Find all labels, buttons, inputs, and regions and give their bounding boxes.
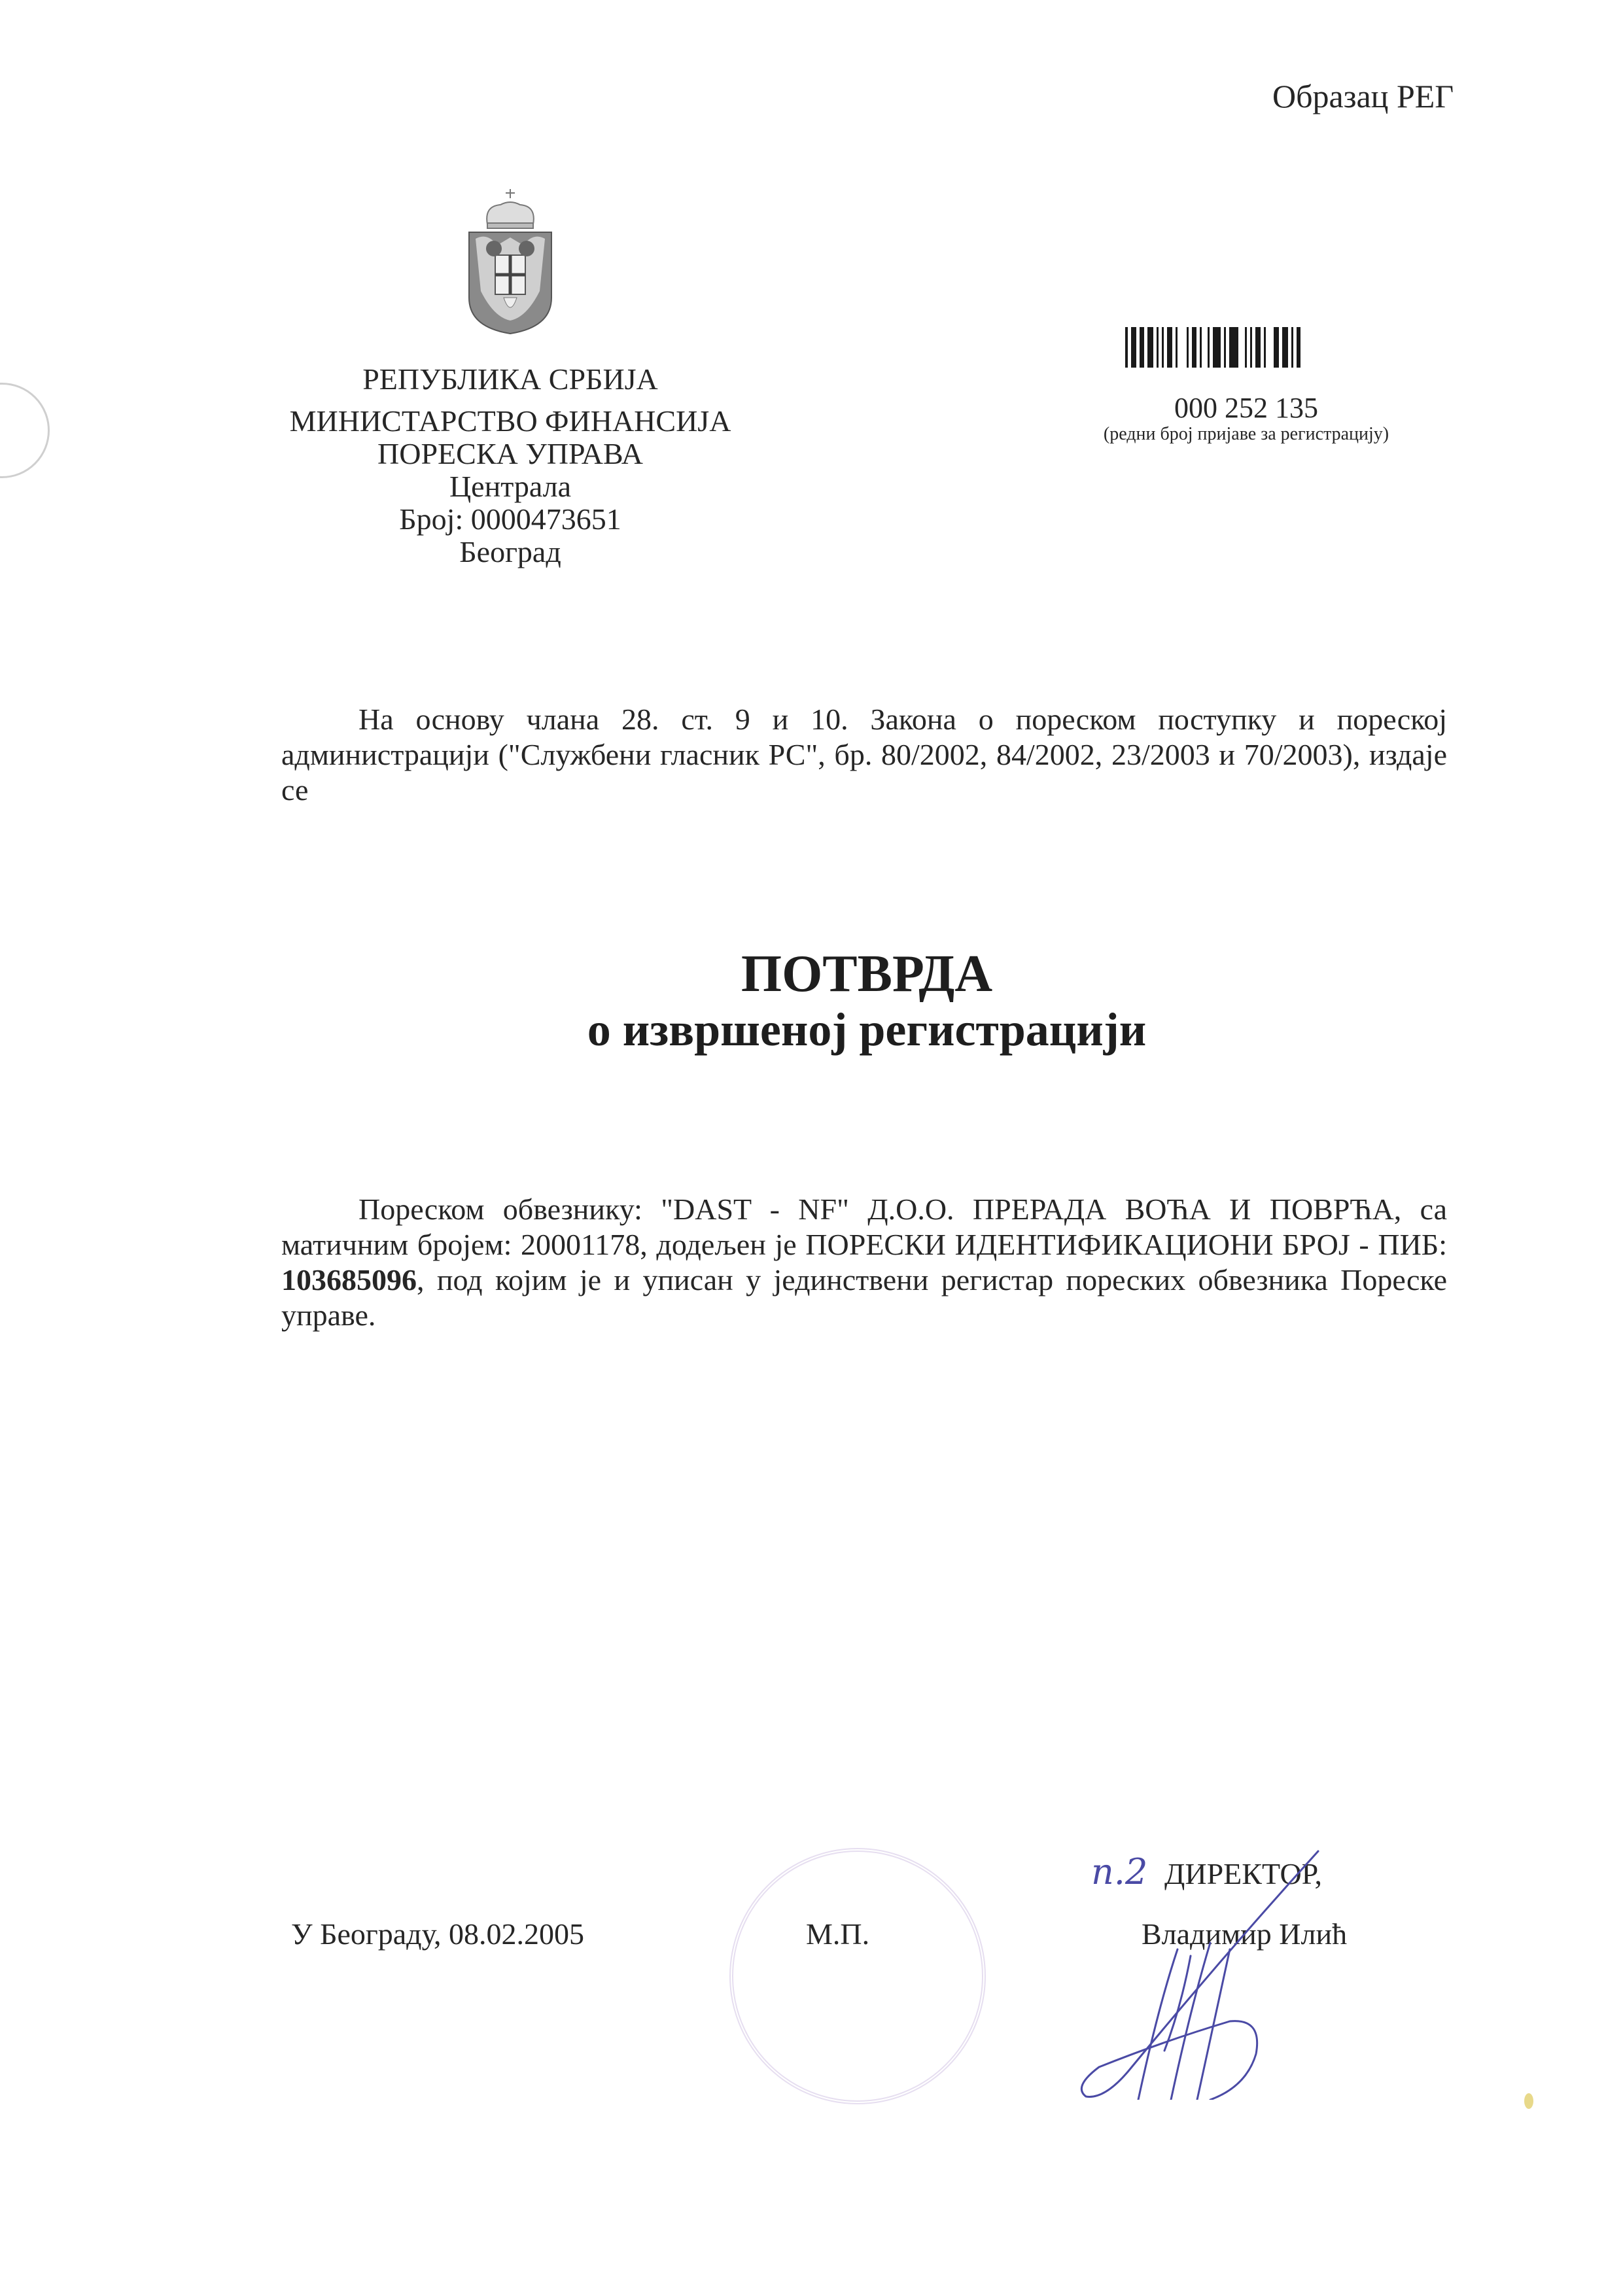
registration-paragraph: Пореском обвезнику: "DAST - NF" Д.О.О. ПРЕРАДА ВОЋА И ПОВРЋА, са матичним бројем: 20001178, додељен је ПОРЕСКИ ИДЕНТИФИКАЦИОНИ БРОЈ - ПИБ: 103685096, под којим је и уписан у јединствени регистар пореских обвезника Пореске управе. xyxy=(281,1192,1447,1332)
issuer-country: РЕПУБЛИКА СРБИЈА xyxy=(362,362,658,396)
registration-number-caption: (редни број пријаве за регистрацију) xyxy=(1103,424,1389,444)
issuer-number: Број: 0000473651 xyxy=(399,502,621,536)
issuer-ministry: МИНИСТАРСТВО ФИНАНСИЈА xyxy=(289,404,731,438)
registration-number: 000 252 135 xyxy=(1174,392,1318,424)
signature-icon xyxy=(1060,1792,1361,2100)
stamp-placeholder-label: М.П. xyxy=(806,1917,870,1951)
barcode xyxy=(1125,327,1366,368)
issuer-block xyxy=(262,363,759,568)
director-title: ДИРЕКТОР, xyxy=(1164,1857,1323,1890)
punch-hole-mark xyxy=(0,383,50,478)
pib-number: 103685096 xyxy=(281,1263,417,1296)
place-and-date: У Београду, 08.02.2005 xyxy=(291,1917,584,1951)
issuer-agency: ПОРЕСКА УПРАВА xyxy=(377,437,643,470)
legal-basis-paragraph: На основу члана 28. ст. 9 и 10. Закона о пореском поступку и пореској администрацији ("Службени гласник РС", бр. 80/2002, 84/2002, 23/2003 и 70/2003), издаје се xyxy=(281,703,1447,807)
issuer-city: Београд xyxy=(459,535,561,568)
document-title: ПОТВРДА xyxy=(741,945,993,1003)
form-code: Образац РЕГ xyxy=(1272,78,1454,114)
coat-of-arms-icon xyxy=(461,186,559,337)
director-name: Владимир Илић xyxy=(1142,1917,1348,1951)
issuer-office: Централа xyxy=(449,470,572,503)
paper-speck xyxy=(1524,2093,1533,2109)
handwritten-note: п.2 xyxy=(1091,1851,1148,1892)
document-subtitle: о извршеној регистрацији xyxy=(587,1003,1147,1056)
official-stamp xyxy=(729,1848,986,2104)
